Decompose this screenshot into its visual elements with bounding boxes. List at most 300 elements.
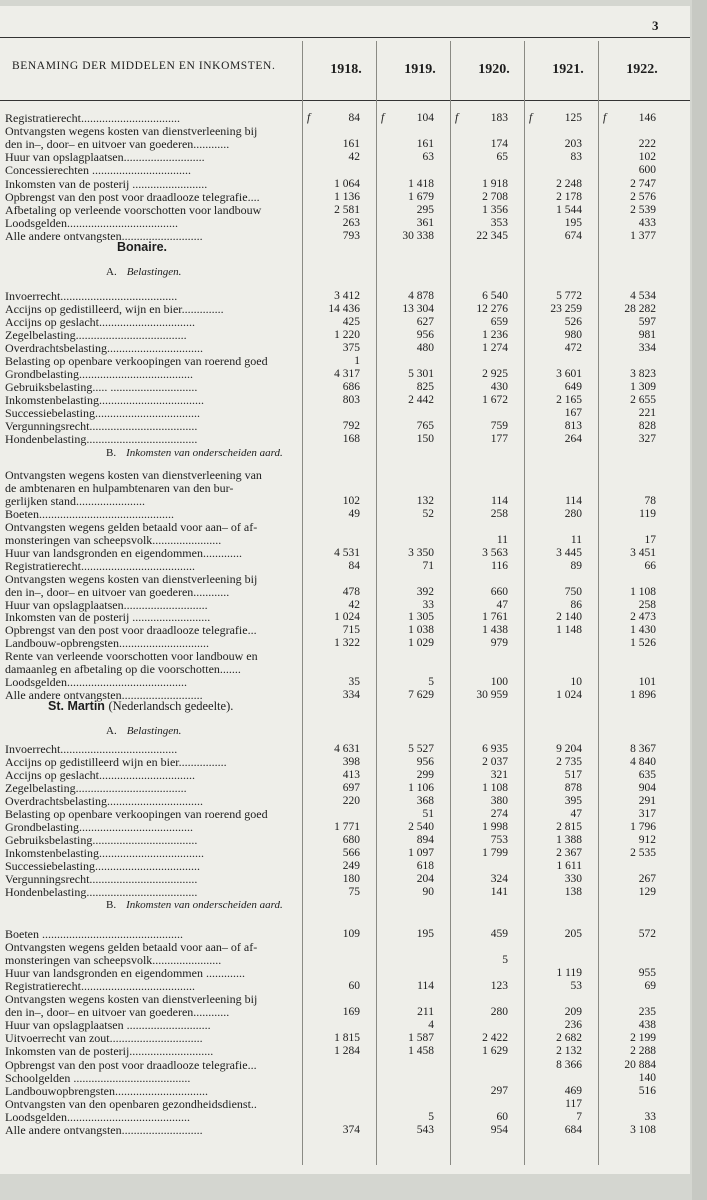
cell-1919: 956: [416, 329, 434, 341]
cell-1919: 1 587: [408, 1032, 434, 1045]
cell-1921: 395: [564, 795, 582, 807]
cell-1921: 526: [564, 316, 582, 328]
cell-1921: 2 682: [556, 1032, 582, 1045]
cell-1922: 1 896: [630, 689, 656, 702]
row-label: Overdrachtsbelasting................................: [5, 795, 203, 808]
cell-1919: 894: [416, 834, 434, 846]
table-row: [0, 821, 690, 834]
cell-1920: 30 959: [476, 689, 508, 702]
cell-1922: 4 534: [630, 290, 656, 302]
table-row: [0, 368, 690, 381]
cell-1920: 1 672: [482, 394, 508, 406]
row-label: Opbrengst van den post voor draadlooze telegrafie....: [5, 190, 260, 204]
row-label: Grondbelasting......................................: [5, 821, 193, 834]
cell-1922: 3 823: [630, 368, 656, 380]
cell-1922: 33: [644, 1110, 656, 1123]
cell-1921: 280: [564, 507, 582, 520]
cell-1920: 430: [490, 381, 508, 393]
cell-1921: 138: [564, 886, 582, 898]
cell-1920: 22 345: [476, 229, 508, 242]
cell-1919: 104: [416, 112, 434, 124]
cell-1921: 472: [564, 342, 582, 354]
cell-1921: 125: [564, 112, 582, 124]
cell-1922: 291: [638, 795, 656, 807]
cell-1921: 469: [564, 1084, 582, 1097]
cell-1920: 12 276: [476, 303, 508, 315]
cell-1921: 649: [564, 381, 582, 393]
cell-1920: 660: [490, 585, 508, 598]
cell-1921: 330: [564, 873, 582, 885]
table-row: [0, 521, 690, 534]
table-row: [0, 1111, 690, 1124]
table-row: [0, 329, 690, 342]
cell-1921: 1 024: [556, 689, 582, 702]
cell-1922: 828: [638, 420, 656, 432]
cell-1918: 168: [342, 433, 360, 445]
cell-1918: 42: [348, 598, 360, 611]
row-label: Ontvangsten wegens kosten van dienstverleening bij: [5, 572, 258, 586]
table-row: [0, 967, 690, 980]
cell-1921: 117: [565, 1097, 582, 1110]
cell-1919: 361: [416, 216, 434, 229]
cell-1922: 327: [638, 433, 656, 445]
cell-1921: 3 445: [556, 546, 582, 559]
cell-1922: 1 430: [630, 624, 656, 637]
cell-1918: 1 815: [334, 1032, 360, 1045]
cell-1919: 5: [428, 676, 434, 689]
cell-1919: 195: [416, 928, 434, 940]
cell-1919: 1 679: [408, 190, 434, 203]
cell-1922: 912: [638, 834, 656, 846]
table-row: [0, 1019, 690, 1032]
cell-1919: 150: [416, 433, 434, 445]
cell-1920: 174: [490, 138, 508, 151]
cell-1922: 572: [638, 928, 656, 940]
cell-1920: 459: [490, 928, 508, 940]
cell-1920: 1 356: [482, 203, 508, 216]
table-row: [0, 420, 690, 433]
cell-1920: 60: [496, 1110, 508, 1123]
table-row: [0, 381, 690, 394]
cell-1921: 7: [576, 1110, 582, 1123]
cell-1918: 14 436: [328, 303, 360, 315]
cell-1922: 2 199: [630, 1032, 656, 1045]
cell-1918: 109: [342, 928, 360, 940]
cell-1921: 878: [564, 782, 582, 794]
table-row: [0, 624, 690, 637]
cell-1919: 204: [416, 873, 434, 885]
cell-1919: 7 629: [408, 689, 434, 702]
cell-1918: 334: [342, 689, 360, 702]
cell-1921: 517: [564, 769, 582, 781]
cell-1922: 516: [638, 1084, 656, 1097]
cell-1920: 324: [490, 873, 508, 885]
table-row: [0, 928, 690, 941]
row-label: Huur van landsgronden en eigendommen.............: [5, 546, 242, 560]
cell-1921: 1 148: [556, 624, 582, 637]
cell-1921: 684: [564, 1123, 582, 1136]
cell-1919: 1 106: [408, 782, 434, 794]
cell-1922: 129: [638, 886, 656, 898]
cell-1922: 334: [638, 342, 656, 354]
table-header: [0, 37, 690, 101]
row-label: den in–, door– en uitvoer van goederen............: [5, 585, 230, 599]
row-label: Gebruiksbelasting...................................: [5, 834, 198, 847]
cell-1922: 102: [638, 151, 656, 164]
row-label: Huur van landsgronden en eigendommen .............: [5, 967, 245, 981]
cell-1921: 10: [570, 676, 582, 689]
cell-1920: 1 998: [482, 821, 508, 833]
row-label: Loodsgelden.........................................: [5, 1110, 190, 1124]
cell-1918: 792: [342, 420, 360, 432]
cell-1920: 1 108: [482, 782, 508, 794]
table-row: [0, 547, 690, 560]
cell-1920: 759: [490, 420, 508, 432]
cell-1922: 2 473: [630, 611, 656, 624]
row-label: Inkomsten van de posterij............................: [5, 1045, 214, 1059]
cell-1920: 353: [490, 216, 508, 229]
cell-1918: 4 317: [334, 368, 360, 380]
cell-1919: 5 527: [408, 743, 434, 755]
cell-1921: 1 119: [556, 967, 582, 980]
cell-1918: 249: [342, 860, 360, 872]
cell-1922: 119: [639, 507, 656, 520]
cell-1919: 63: [422, 151, 434, 164]
table-row: [0, 1032, 690, 1045]
cell-1921: 5 772: [556, 290, 582, 302]
cell-1921: 2 367: [556, 847, 582, 859]
table-row: [0, 573, 690, 586]
cell-1919: 4 878: [408, 290, 434, 302]
cell-1922: 28 282: [624, 303, 656, 315]
table-row: [0, 482, 690, 495]
row-label: Belasting op openbare verkoopingen van roerend goed: [5, 355, 268, 368]
row-label: Inkomsten van de posterij ..........................: [5, 611, 211, 625]
cell-1918: 680: [342, 834, 360, 846]
cell-1919: 368: [416, 795, 434, 807]
row-label: Huur van opslagplaatsen ............................: [5, 1019, 211, 1033]
cell-1922: 1 377: [630, 229, 656, 242]
cell-1920: 1 438: [482, 624, 508, 637]
cell-1920: 100: [490, 676, 508, 689]
cell-1920: 2 037: [482, 756, 508, 768]
year-1922: 1922.: [626, 62, 658, 77]
florin-sign: f: [455, 112, 459, 124]
cell-1918: 1: [354, 355, 360, 367]
cell-1920: 177: [490, 433, 508, 445]
table-row: [0, 495, 690, 508]
cell-1919: 480: [416, 342, 434, 354]
cell-1918: 374: [342, 1123, 360, 1136]
cell-1922: 3 451: [630, 546, 656, 559]
row-label: den in–, door– en uitvoer van goederen............: [5, 1006, 230, 1020]
row-label: Accijns op geslacht................................: [5, 316, 195, 329]
cell-1921: 3 601: [556, 368, 582, 380]
table-row: [0, 303, 690, 316]
cell-1918: 4 631: [334, 743, 360, 755]
cell-1922: 4 840: [630, 756, 656, 768]
table-row: [0, 676, 690, 689]
row-label: Ontvangsten wegens gelden betaald voor aan– of af-: [5, 520, 258, 534]
table-row: [0, 1124, 690, 1137]
cell-1921: 2 735: [556, 756, 582, 768]
row-label: Successiebelasting...................................: [5, 407, 200, 420]
cell-1918: 413: [342, 769, 360, 781]
table-row: [0, 1085, 690, 1098]
row-label: Opbrengst van den post voor draadlooze telegrafie...: [5, 1058, 257, 1072]
cell-1920: 65: [496, 151, 508, 164]
cell-1918: 1 771: [334, 821, 360, 833]
section-heading: [106, 266, 181, 278]
table-row: [0, 178, 690, 191]
section-heading: [106, 447, 283, 459]
cell-1922: 267: [638, 873, 656, 885]
cell-1918: 84: [348, 559, 360, 572]
cell-1922: 235: [638, 1006, 656, 1019]
cell-1922: 258: [638, 598, 656, 611]
row-label: Boeten ...............................................: [5, 928, 183, 941]
cell-1922: 1 796: [630, 821, 656, 833]
table-row: [0, 941, 690, 954]
cell-1919: 295: [416, 203, 434, 216]
cell-1919: 627: [416, 316, 434, 328]
row-label: damaanleg en afbetaling op die voorschotten.......: [5, 663, 241, 677]
cell-1920: 5: [502, 954, 508, 967]
row-label: Registratierecht.................................: [5, 112, 180, 125]
section-letter: A.: [106, 725, 117, 737]
cell-1922: 20 884: [624, 1058, 656, 1071]
table-row: [0, 407, 690, 420]
cell-1918: 1 220: [334, 329, 360, 341]
cell-1922: 2 535: [630, 847, 656, 859]
row-label: Landbouwopbrengsten...............................: [5, 1084, 208, 1098]
section-letter: B.: [106, 899, 117, 911]
cell-1918: 398: [342, 756, 360, 768]
row-label: Hondenbelasting.....................................: [5, 433, 198, 446]
cell-1920: 280: [490, 1006, 508, 1019]
table-row: [0, 769, 690, 782]
cell-1921: 2 132: [556, 1045, 582, 1058]
cell-1920: 297: [490, 1084, 508, 1097]
cell-1921: 2 165: [556, 394, 582, 406]
cell-1918: 75: [348, 886, 360, 898]
cell-1920: 380: [490, 795, 508, 807]
cell-1919: 1 038: [408, 624, 434, 637]
table-row: [0, 560, 690, 573]
table-row: [0, 993, 690, 1006]
cell-1918: 566: [342, 847, 360, 859]
year-1921: 1921.: [552, 62, 584, 77]
cell-1918: 220: [342, 795, 360, 807]
cell-1918: 793: [342, 229, 360, 242]
cell-1918: 1 024: [334, 611, 360, 624]
cell-1918: 35: [348, 676, 360, 689]
section-letter: A.: [106, 266, 117, 278]
cell-1919: 52: [422, 507, 434, 520]
row-label: Inkomstenbelasting...................................: [5, 394, 204, 407]
row-label: Zegelbelasting.....................................: [5, 329, 187, 342]
cell-1918: 169: [342, 1006, 360, 1019]
cell-1922: 3 108: [630, 1123, 656, 1136]
florin-sign: f: [381, 112, 385, 124]
cell-1921: 1 388: [556, 834, 582, 846]
cell-1920: 1 918: [482, 177, 508, 190]
cell-1919: 392: [416, 585, 434, 598]
row-label: den in–, door– en uitvoer van goederen............: [5, 138, 230, 152]
cell-1921: 264: [564, 433, 582, 445]
cell-1918: 1 064: [334, 177, 360, 190]
cell-1919: 161: [416, 138, 434, 151]
section-title: Inkomsten van onderscheiden aard.: [126, 899, 283, 911]
table-row: [0, 290, 690, 303]
region-name: St. Martin: [48, 699, 105, 713]
cell-1921: 1 611: [556, 860, 582, 872]
table-row: [0, 1006, 690, 1019]
cell-1920: 979: [490, 637, 508, 650]
cell-1922: 597: [638, 316, 656, 328]
row-label: Accijns op gedistilleerd wijn en bier................: [5, 756, 227, 769]
cell-1921: 167: [564, 407, 582, 419]
row-label: Ontvangsten wegens kosten van dienstverleening van: [5, 469, 262, 482]
florin-sign: f: [529, 112, 533, 124]
row-label: Ontvangsten wegens kosten van dienstverleening bij: [5, 125, 258, 139]
cell-1918: 715: [342, 624, 360, 637]
cell-1922: 955: [638, 967, 656, 980]
row-label: Inkomsten van de posterij .........................: [5, 177, 208, 191]
cell-1918: 2 581: [334, 203, 360, 216]
cell-1920: 2 925: [482, 368, 508, 380]
cell-1918: 49: [348, 507, 360, 520]
cell-1918: 697: [342, 782, 360, 794]
table-row: [0, 873, 690, 886]
cell-1921: 813: [564, 420, 582, 432]
cell-1920: 1 236: [482, 329, 508, 341]
cell-1920: 1 761: [482, 611, 508, 624]
cell-1919: 765: [416, 420, 434, 432]
cell-1921: 8 366: [556, 1058, 582, 1071]
cell-1919: 2 442: [408, 394, 434, 406]
table-row: [0, 151, 690, 164]
table-row: [0, 355, 690, 368]
cell-1918: 425: [342, 316, 360, 328]
cell-1919: 1 418: [408, 177, 434, 190]
cell-1921: 86: [570, 598, 582, 611]
cell-1919: 543: [416, 1123, 434, 1136]
cell-1919: 30 338: [402, 229, 434, 242]
cell-1921: 47: [570, 808, 582, 820]
row-label: Loodsgelden.....................................: [5, 216, 178, 230]
cell-1921: 9 204: [556, 743, 582, 755]
year-1918: 1918.: [330, 62, 362, 77]
section-title: Belastingen.: [126, 266, 182, 278]
cell-1922: 317: [638, 808, 656, 820]
cell-1921: 23 259: [550, 303, 582, 315]
cell-1919: 956: [416, 756, 434, 768]
cell-1920: 258: [490, 507, 508, 520]
cell-1918: 1 136: [334, 190, 360, 203]
row-label: Afbetaling op verleende voorschotten voor landbouw: [5, 203, 262, 217]
cell-1918: 686: [342, 381, 360, 393]
row-label: Huur van opslagplaatsen............................: [5, 598, 208, 612]
cell-1918: 60: [348, 980, 360, 993]
table-row: [0, 650, 690, 663]
row-label: Alle andere ontvangsten...........................: [5, 689, 203, 703]
section-heading: [106, 899, 283, 911]
region-heading-bonaire: Bonaire.: [117, 240, 168, 254]
cell-1920: 1 629: [482, 1045, 508, 1058]
cell-1922: 1 108: [630, 585, 656, 598]
cell-1921: 980: [564, 329, 582, 341]
cell-1922: 8 367: [630, 743, 656, 755]
cell-1919: 618: [416, 860, 434, 872]
cell-1920: 47: [496, 598, 508, 611]
cell-1920: 2 708: [482, 190, 508, 203]
row-label: Opbrengst van den post voor draadlooze telegrafie...: [5, 624, 257, 638]
table-row: [0, 808, 690, 821]
cell-1922: 69: [644, 980, 656, 993]
row-label: Schoolgelden .......................................: [5, 1071, 191, 1085]
cell-1918: 803: [342, 394, 360, 406]
row-label: monsteringen van scheepsvolk.......................: [5, 954, 222, 968]
cell-1922: 2 539: [630, 203, 656, 216]
cell-1918: 102: [342, 494, 360, 507]
cell-1921: 2 140: [556, 611, 582, 624]
row-label: Zegelbelasting.....................................: [5, 782, 187, 795]
cell-1919: 51: [422, 808, 434, 820]
cell-1920: 114: [491, 494, 508, 507]
year-1919: 1919.: [404, 62, 436, 77]
cell-1922: 1 526: [630, 637, 656, 650]
row-label: Vergunningsrecht....................................: [5, 873, 198, 886]
table-row: [0, 316, 690, 329]
cell-1920: 6 935: [482, 743, 508, 755]
table-row: [0, 611, 690, 624]
table-row: [0, 980, 690, 993]
florin-sign: f: [307, 112, 311, 124]
cell-1922: 904: [638, 782, 656, 794]
cell-1922: 2 288: [630, 1045, 656, 1058]
cell-1922: 101: [638, 676, 656, 689]
table-row: [0, 534, 690, 547]
cell-1919: 299: [416, 769, 434, 781]
cell-1919: 33: [422, 598, 434, 611]
cell-1920: 6 540: [482, 290, 508, 302]
cell-1922: 600: [638, 164, 656, 177]
cell-1920: 2 422: [482, 1032, 508, 1045]
row-label: Invoerrecht.......................................: [5, 743, 178, 756]
cell-1920: 753: [490, 834, 508, 846]
cell-1921: 114: [565, 494, 582, 507]
row-label: Uitvoerrecht van zout...............................: [5, 1032, 203, 1046]
cell-1922: 2 655: [630, 394, 656, 406]
cell-1922: 146: [638, 112, 656, 124]
table-row: [0, 394, 690, 407]
cell-1921: 195: [564, 216, 582, 229]
cell-1920: 123: [490, 980, 508, 993]
cell-1919: 13 304: [402, 303, 434, 315]
cell-1922: 2 576: [630, 190, 656, 203]
row-label: Registratierecht......................................: [5, 559, 195, 573]
row-label: Hondenbelasting.....................................: [5, 886, 198, 899]
table-row: [0, 1045, 690, 1058]
cell-1919: 1 029: [408, 637, 434, 650]
table-row: [0, 886, 690, 899]
cell-1920: 274: [490, 808, 508, 820]
cell-1918: 42: [348, 151, 360, 164]
cell-1922: 635: [638, 769, 656, 781]
cell-1920: 116: [491, 559, 508, 572]
row-label: Inkomstenbelasting...................................: [5, 847, 204, 860]
